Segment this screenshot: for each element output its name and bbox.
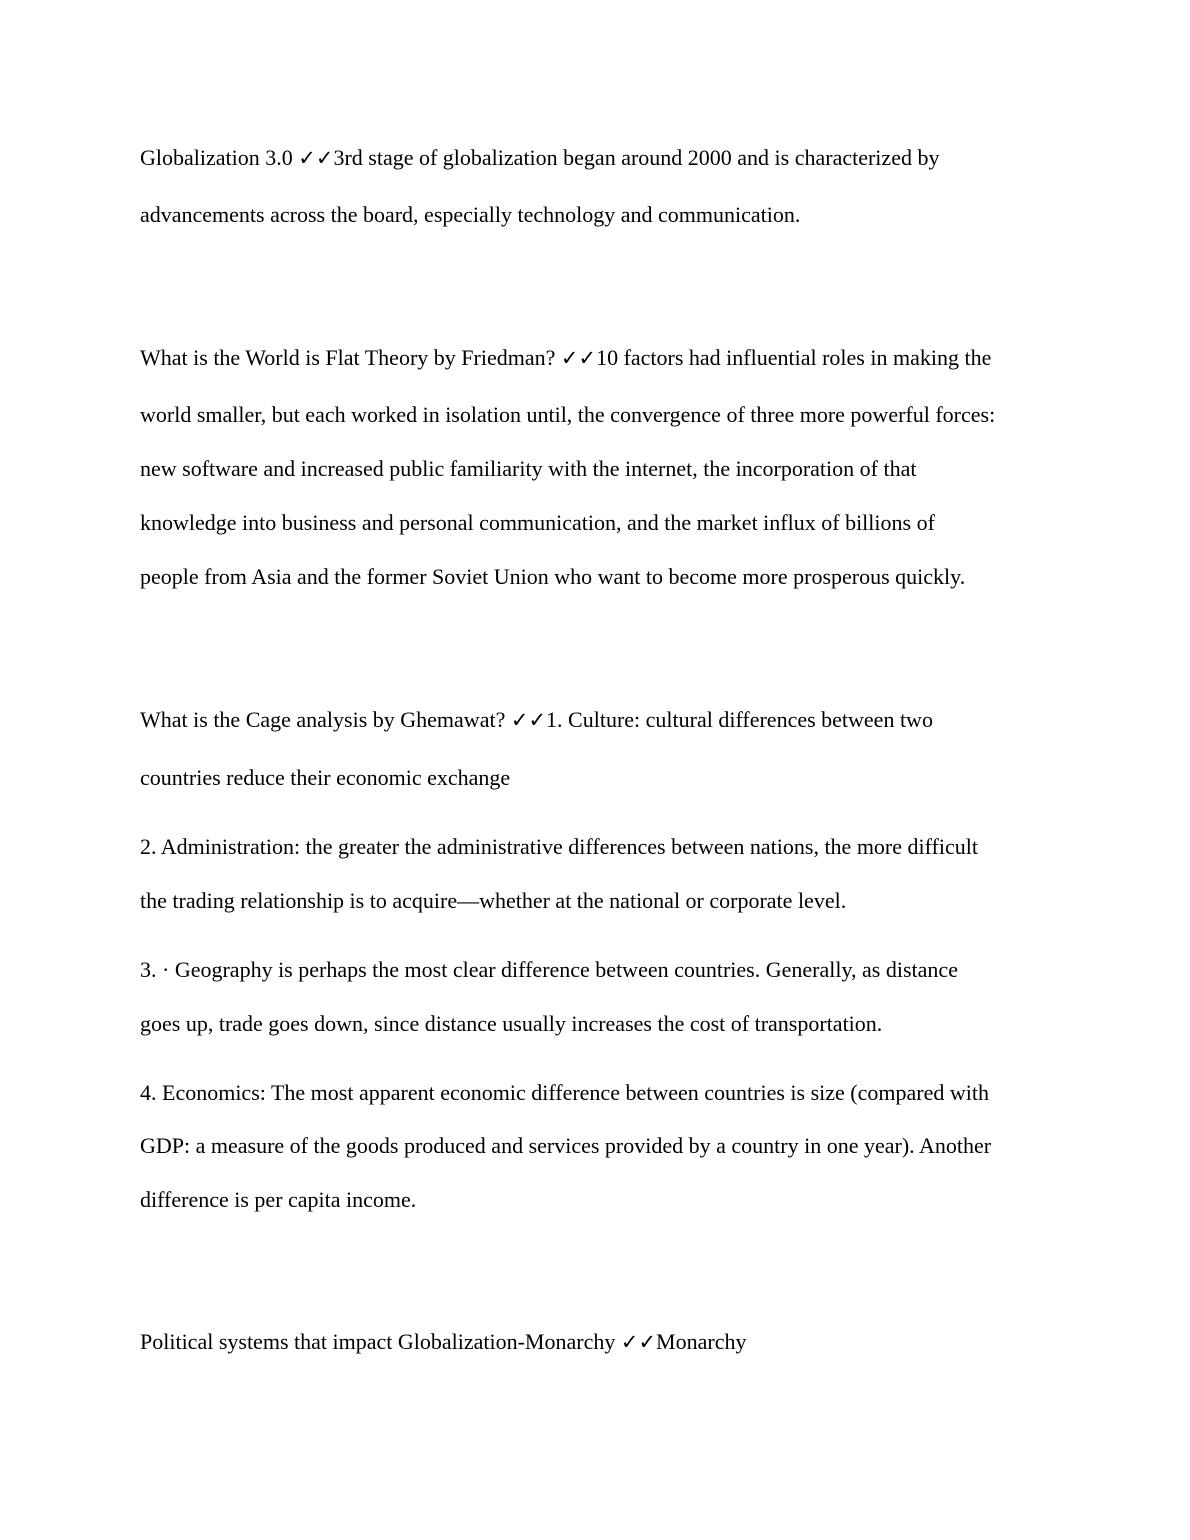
double-check-icon: ✓✓ xyxy=(510,708,547,732)
text-line: world smaller, but each worked in isolation until, the convergence of three more powerful forces: xyxy=(140,402,996,427)
double-check-icon: ✓✓ xyxy=(560,346,597,370)
text-line: advancements across the board, especially technology and communication. xyxy=(140,202,801,227)
text-line: new software and increased public familiarity with the internet, the incorporation of that xyxy=(140,456,917,481)
text-line: What is the World is Flat Theory by Friedman? ✓✓10 factors had influential roles in making the xyxy=(140,345,992,370)
double-check-icon: ✓✓ xyxy=(298,146,334,170)
text-line: countries reduce their economic exchange xyxy=(140,765,511,790)
text-line: goes up, trade goes down, since distance usually increases the cost of transportation. xyxy=(140,1011,883,1036)
double-check-icon: ✓✓ xyxy=(620,1330,657,1354)
text-line: 3. · Geography is perhaps the most clear difference between countries. Generally, as distance xyxy=(140,957,958,982)
text-line: 2. Administration: the greater the administrative differences between nations, the more difficult xyxy=(140,834,978,859)
text-line: Globalization 3.0 ✓✓3rd stage of globalization began around 2000 and is characterized by xyxy=(140,145,940,170)
text-line: GDP: a measure of the goods produced and services provided by a country in one year). Another xyxy=(140,1133,992,1158)
text-line: knowledge into business and personal communication, and the market influx of billions of xyxy=(140,510,935,535)
text-line: the trading relationship is to acquire—whether at the national or corporate level. xyxy=(140,888,847,913)
text-line: difference is per capita income. xyxy=(140,1187,417,1212)
text-line: Political systems that impact Globalization-Monarchy ✓✓Monarchy xyxy=(140,1329,747,1354)
text-line: people from Asia and the former Soviet Union who want to become more prosperous quickly. xyxy=(140,564,966,589)
text-line: 4. Economics: The most apparent economic difference between countries is size (compared with xyxy=(140,1080,989,1105)
text-line: What is the Cage analysis by Ghemawat? ✓✓1. Culture: cultural differences between two xyxy=(140,707,933,732)
